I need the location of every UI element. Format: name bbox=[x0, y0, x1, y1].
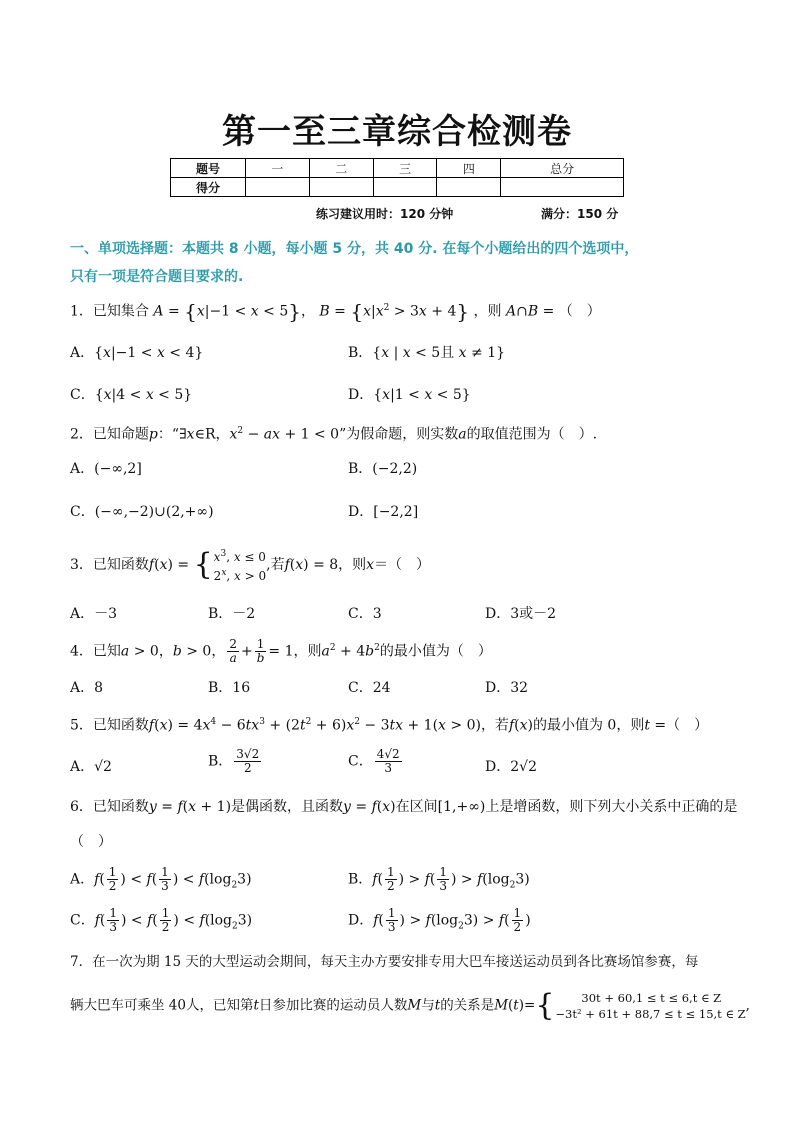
option-a[interactable]: A．8 bbox=[70, 680, 104, 696]
question-text: 的关系是 bbox=[440, 997, 495, 1014]
question-text: ，则 bbox=[293, 643, 322, 660]
score-table-header-row bbox=[171, 159, 624, 178]
question-5: 5．已知函数$f(x) = 4x^4 - 6tx^3 + (2t^2 + 6)x^2 - 3tx + 1(x > 0)$，若f(x)的最小值为 0，则t =（ ） bbox=[70, 717, 709, 734]
option-b[interactable]: B．f( $\frac{1}{2}$ ) > f( $\frac{1}{3}$ ) > $f(\log_23)$ bbox=[348, 865, 530, 893]
score-table bbox=[170, 158, 624, 197]
question-4: 4．已知a > 0，b > 0， $\frac{2}{a}$ + $\frac{1}{b}$ = 1，则$a^2 + 4b^2$的最小值为（ ） bbox=[70, 637, 492, 666]
score-cell: 得分 bbox=[171, 178, 246, 197]
question-text: 在区间 bbox=[395, 799, 438, 815]
question-7-line2: 辆大巴车可乘坐 40人，已知第t日参加比赛的运动员人数M与t的关系是M(t)={ 30t + 60,1 ≤ t ≤ 6,t ∈ Z −3t² + 61t + 88,7 ≤ t ≤ 15,t ∈ Z , bbox=[70, 988, 750, 1023]
option-b[interactable]: B．16 bbox=[208, 680, 251, 696]
option-b[interactable]: B．－2 bbox=[208, 606, 256, 622]
option-a[interactable]: A．－3 bbox=[70, 606, 118, 622]
question-text: 的最小值为 0，则 bbox=[532, 717, 645, 734]
question-text: 辆大巴车可乘坐 40人，已知第 bbox=[70, 997, 254, 1014]
score-cell: 二 bbox=[309, 159, 373, 178]
question-text: ，则 bbox=[473, 303, 502, 320]
question-6: 6．已知函数y = f(x + 1)是偶函数，且函数y = f(x)在区间[1,+∞)上是增函数，则下列大小关系中正确的是 bbox=[70, 799, 738, 815]
question-text: 上是增函数，则下列大小关系中正确的是 bbox=[485, 799, 738, 815]
piecewise-case: −3t² + 61t + 88,7 ≤ t ≤ 15,t ∈ Z bbox=[555, 1007, 746, 1021]
question-text: 1．已知集合 bbox=[70, 303, 149, 320]
option-b[interactable]: B．{x | x < 5且 x ≠ 1} bbox=[348, 345, 506, 361]
question-text: ：“ bbox=[157, 426, 180, 443]
option-a[interactable]: A．(−∞,2] bbox=[70, 461, 142, 477]
question-text: ＝（ ） bbox=[374, 557, 431, 573]
score-cell: 总分 bbox=[501, 159, 624, 178]
full-score: 满分：150 分 bbox=[541, 207, 619, 221]
option-a[interactable]: A．√2 bbox=[70, 759, 112, 775]
question-text: 5．已知函数 bbox=[70, 717, 149, 734]
section-heading-line: 一、单项选择题：本题共 8 小题，每小题 5 分，共 40 分. 在每个小题给出的四个选项中， bbox=[70, 241, 639, 257]
question-text: 与 bbox=[421, 997, 435, 1014]
option-d[interactable]: D．[−2,2] bbox=[348, 504, 419, 520]
question-text: ，则 bbox=[338, 557, 367, 573]
score-input-cell[interactable] bbox=[373, 178, 437, 197]
question-text: 若 bbox=[270, 557, 285, 573]
question-text: 是偶函数，且函数 bbox=[231, 799, 344, 815]
question-7: 7．在一次为期 15 天的大型运动会期间，每天主办方要安排专用大巴车接送运动员到各比赛场馆参赛，每 bbox=[70, 954, 699, 970]
question-text: 3．已知函数 bbox=[70, 557, 149, 573]
question-text: 4．已知 bbox=[70, 643, 121, 660]
score-cell: 一 bbox=[246, 159, 310, 178]
score-cell: 题号 bbox=[171, 159, 246, 178]
question-text: 的取值范围为（ ）. bbox=[466, 426, 598, 443]
option-d[interactable]: D．{x|1 < x < 5} bbox=[348, 387, 471, 403]
question-text: 的最小值为（ ） bbox=[379, 643, 492, 660]
question-text: 2．已知命题 bbox=[70, 426, 149, 443]
score-cell: 四 bbox=[437, 159, 501, 178]
page-title: 第一至三章综合检测卷 bbox=[222, 112, 572, 152]
score-input-cell[interactable] bbox=[309, 178, 373, 197]
suggested-time: 练习建议用时：120 分钟 bbox=[316, 207, 454, 221]
question-text: 6．已知函数 bbox=[70, 799, 149, 815]
question-text: ”为假命题，则实数 bbox=[339, 426, 459, 443]
option-a[interactable]: A．f( $\frac{1}{2}$ ) < f( $\frac{1}{3}$ ) < $f(\log_23)$ bbox=[70, 865, 252, 893]
option-c[interactable]: C．{x|4 < x < 5} bbox=[70, 387, 193, 403]
option-d[interactable]: D．2√2 bbox=[485, 759, 537, 775]
piecewise-case: 30t + 60,1 ≤ t ≤ 6,t ∈ Z bbox=[581, 991, 722, 1005]
score-input-cell[interactable] bbox=[437, 178, 501, 197]
option-b[interactable]: B． $\frac{3√2}{2}$ bbox=[208, 747, 260, 775]
section-heading-line: 只有一项是符合题目要求的. bbox=[70, 269, 244, 285]
score-input-cell[interactable] bbox=[501, 178, 624, 197]
score-input-cell[interactable] bbox=[246, 178, 310, 197]
option-d[interactable]: D．f( $\frac{1}{3}$ ) > $f(\log_23) > f$( $\frac{1}{2}$ ) bbox=[348, 906, 531, 934]
question-3: 3．已知函数f(x) = { $x^3$, x ≤ 0 2$^x$, x > 0 ,若f(x) = 8，则x＝（ ） bbox=[70, 547, 431, 583]
question-text: （ ） bbox=[558, 303, 601, 320]
option-c[interactable]: C．3 bbox=[348, 606, 382, 622]
option-a[interactable]: A．{x|−1 < x < 4} bbox=[70, 345, 204, 361]
option-c[interactable]: C．(−∞,−2)∪(2,+∞) bbox=[70, 504, 214, 520]
option-d[interactable]: D．3或－2 bbox=[485, 606, 557, 622]
question-1: 1．已知集合 A = {x|−1 < x < 5}， $B = \{x|x^2 > 3x + 4\}$ ，则 A∩B = （ ） bbox=[70, 299, 601, 324]
option-c[interactable]: C． $\frac{4√2}{3}$ bbox=[348, 747, 400, 775]
question-text: （ ） bbox=[666, 717, 709, 734]
section-heading bbox=[70, 235, 730, 291]
option-b[interactable]: B．(−2,2) bbox=[348, 461, 418, 477]
option-c[interactable]: C．f( $\frac{1}{3}$ ) < f( $\frac{1}{2}$ ) < $f(\log_23)$ bbox=[70, 906, 253, 934]
option-d[interactable]: D．32 bbox=[485, 680, 529, 696]
question-2: 2．已知命题p：“∃x∈R，$x^2$ − ax + 1 < 0”为假命题，则实数a的取值范围为（ ）. bbox=[70, 426, 598, 443]
question-text: ，若 bbox=[480, 717, 509, 734]
question-6-line2: （ ） bbox=[70, 834, 112, 850]
option-c[interactable]: C．24 bbox=[348, 680, 391, 696]
question-text: 日参加比赛的运动员人数 bbox=[258, 997, 408, 1014]
score-cell: 三 bbox=[373, 159, 437, 178]
score-table-score-row bbox=[171, 178, 624, 197]
